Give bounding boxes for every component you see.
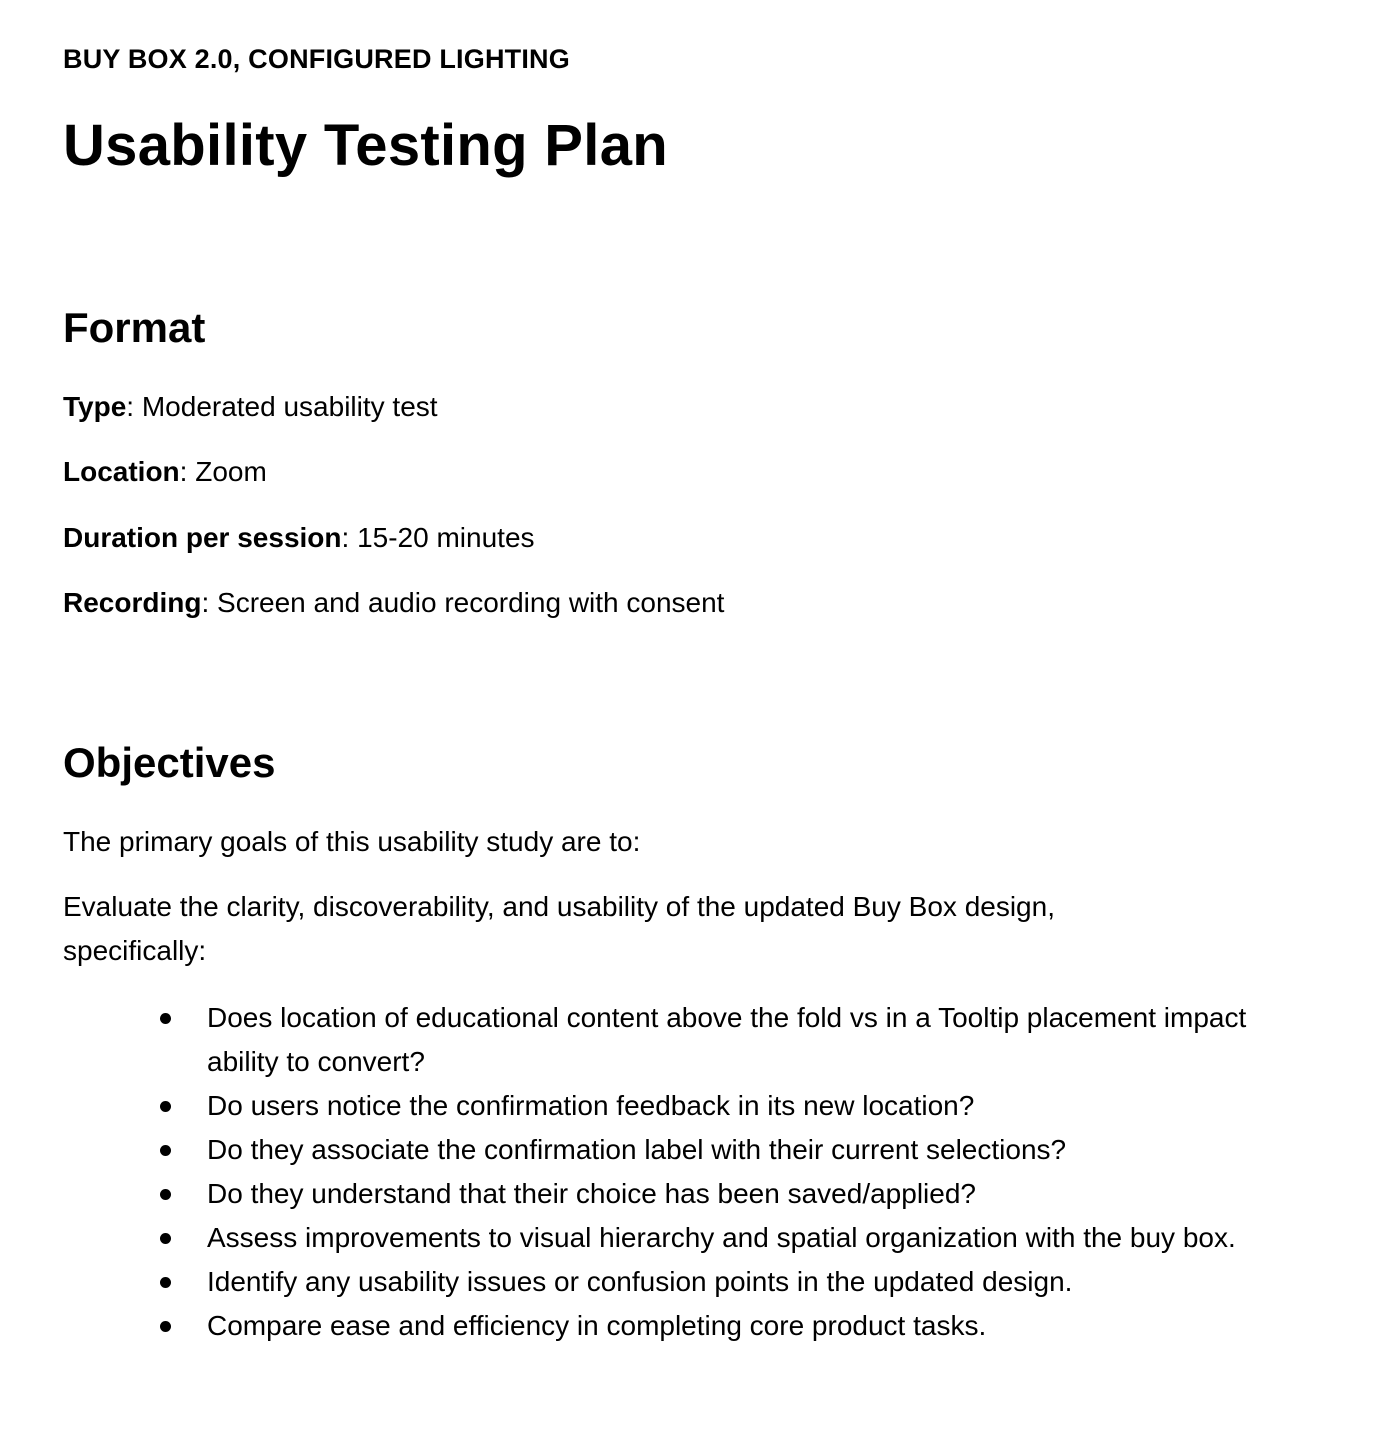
list-item: Assess improvements to visual hierarchy and spatial organization with the buy box. [63,1216,1287,1260]
objectives-intro: The primary goals of this usability study are to: [63,826,641,857]
field-value: Moderated usability test [141,391,438,422]
document-title: Usability Testing Plan [63,113,668,178]
bullet-dot-icon [160,1321,171,1332]
objectives-bullet-list [63,996,1323,1348]
document-eyebrow: BUY BOX 2.0, CONFIGURED LIGHTING [63,44,570,74]
format-heading: Format [63,304,206,351]
field-value: Zoom [195,456,267,487]
list-item: Do users notice the confirmation feedback in its new location? [63,1084,1287,1128]
objectives-evaluate: Evaluate the clarity, discoverability, and usability of the updated Buy Box design, specifically: [63,891,1055,966]
field-value: 15-20 minutes [357,522,535,553]
format-field-duration: Duration per session: 15-20 minutes [63,522,535,553]
field-value: Screen and audio recording with consent [217,587,725,618]
format-field-recording: Recording: Screen and audio recording with consent [63,587,725,618]
field-label: Type [63,391,127,422]
bullet-dot-icon [160,1233,171,1244]
list-item: Do they associate the confirmation label with their current selections? [63,1128,1287,1172]
bullet-dot-icon [160,1013,171,1024]
format-field-location: Location: Zoom [63,456,267,487]
format-field-type: Type: Moderated usability test [63,391,438,422]
bullet-dot-icon [160,1101,171,1112]
field-label: Recording [63,587,202,618]
field-label: Duration per session [63,522,342,553]
bullet-dot-icon [160,1145,171,1156]
list-item: Compare ease and efficiency in completing core product tasks. [63,1304,1287,1348]
bullet-dot-icon [160,1277,171,1288]
list-item: Does location of educational content above the fold vs in a Tooltip placement impact ability to convert? [63,996,1287,1084]
field-label: Location [63,456,180,487]
list-item: Identify any usability issues or confusion points in the updated design. [63,1260,1287,1304]
bullet-dot-icon [160,1189,171,1200]
list-item: Do they understand that their choice has been saved/applied? [63,1172,1287,1216]
objectives-heading: Objectives [63,739,276,786]
